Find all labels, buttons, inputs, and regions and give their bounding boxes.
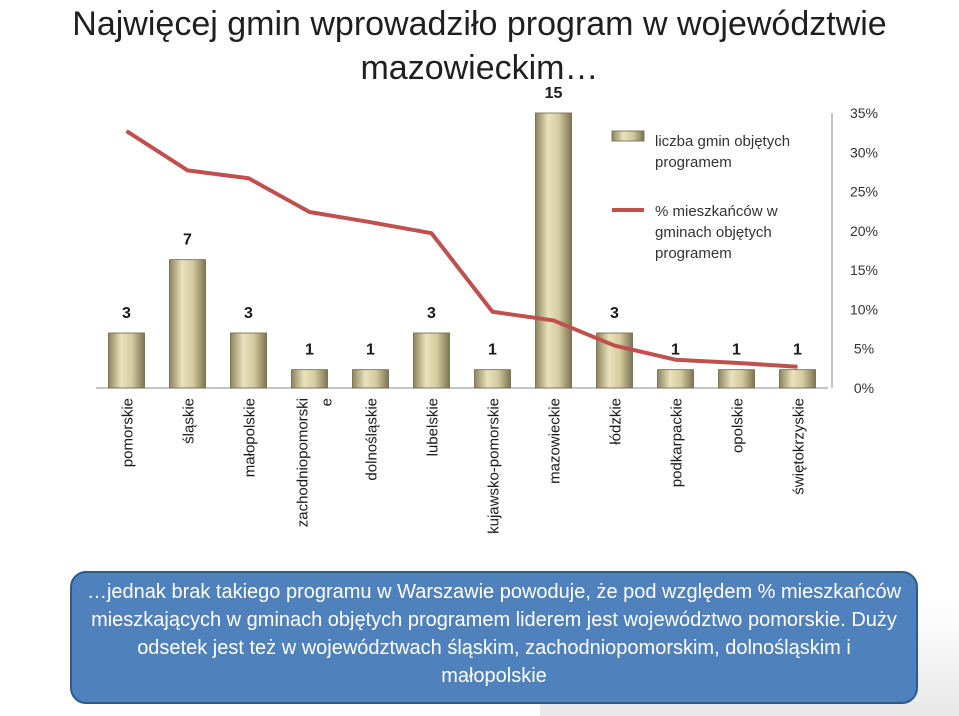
category-label-śląskie: śląskie bbox=[180, 398, 198, 444]
category-label-świętokrzyskie: świętokrzyskie bbox=[790, 398, 808, 495]
bar-śląskie bbox=[170, 260, 206, 388]
secondary-tick-10: 10% bbox=[849, 301, 879, 318]
category-label-mazowieckie: mazowieckie bbox=[546, 398, 564, 484]
data-label-opolskie: 1 bbox=[732, 341, 741, 359]
data-label-świętokrzyskie: 1 bbox=[793, 341, 802, 359]
bar-zachodniopomorskie bbox=[292, 370, 328, 388]
data-label-śląskie: 7 bbox=[183, 231, 192, 249]
bar-podkarpackie bbox=[658, 370, 694, 388]
secondary-tick-15: 15% bbox=[849, 262, 879, 279]
secondary-tick-25: 25% bbox=[849, 183, 879, 200]
data-label-podkarpackie: 1 bbox=[671, 341, 680, 359]
bar-opolskie bbox=[719, 370, 755, 388]
bar-mazowieckie bbox=[536, 113, 572, 388]
category-label-lubelskie: lubelskie bbox=[424, 398, 442, 457]
category-label-opolskie: opolskie bbox=[729, 398, 747, 454]
category-label-kujawsko-pomorskie: kujawsko-pomorskie bbox=[485, 398, 503, 534]
bar-lubelskie bbox=[414, 333, 450, 388]
data-label-zachodniopomorskie: 1 bbox=[305, 341, 314, 359]
bar-małopolskie bbox=[231, 333, 267, 388]
secondary-tick-0: 0% bbox=[853, 380, 875, 396]
data-label-pomorskie: 3 bbox=[122, 305, 131, 322]
data-label-dolnośląskie: 1 bbox=[366, 341, 375, 359]
secondary-tick-20: 20% bbox=[849, 222, 879, 239]
secondary-tick-30: 30% bbox=[849, 144, 879, 161]
data-label-lubelskie: 3 bbox=[427, 305, 436, 322]
callout-box: …jednak brak takiego programu w Warszawie powoduje, że pod względem % mieszkańców mieszkających w gminach objętych programem liderem jest województwo pomorskie. Duży odsetek jest też w województwach śląskim, zachodniopomorskim, dolnośląskim i małopolskie bbox=[70, 571, 918, 704]
legend-label-bars: liczba gmin objętych programem bbox=[655, 133, 791, 171]
bar-pomorskie bbox=[109, 333, 145, 388]
data-label-mazowieckie: 15 bbox=[544, 85, 563, 102]
legend-label-line: % mieszkańców w gminach objętych programem bbox=[655, 203, 778, 262]
bar-kujawsko-pomorskie bbox=[475, 370, 511, 388]
secondary-tick-35: 35% bbox=[849, 105, 879, 121]
category-label-małopolskie: małopolskie bbox=[241, 398, 259, 478]
data-label-kujawsko-pomorskie: 1 bbox=[488, 341, 497, 359]
category-label-łódzkie: łódzkie bbox=[607, 398, 625, 445]
category-label-pomorskie: pomorskie bbox=[119, 398, 137, 468]
data-label-małopolskie: 3 bbox=[244, 305, 253, 322]
category-label-podkarpackie: podkarpackie bbox=[668, 398, 686, 488]
category-label-zachodniopomorskie: zachodniopomorski e bbox=[294, 398, 336, 528]
secondary-tick-5: 5% bbox=[853, 340, 875, 357]
bar-świętokrzyskie bbox=[780, 370, 816, 388]
legend-swatch-bars bbox=[612, 131, 644, 141]
category-label-dolnośląskie: dolnośląskie bbox=[363, 398, 381, 481]
chart-title: Najwięcej gmin wprowadziło program w województwie mazowieckim… bbox=[72, 5, 887, 87]
data-label-łódzkie: 3 bbox=[610, 305, 619, 322]
bar-dolnośląskie bbox=[353, 370, 389, 388]
